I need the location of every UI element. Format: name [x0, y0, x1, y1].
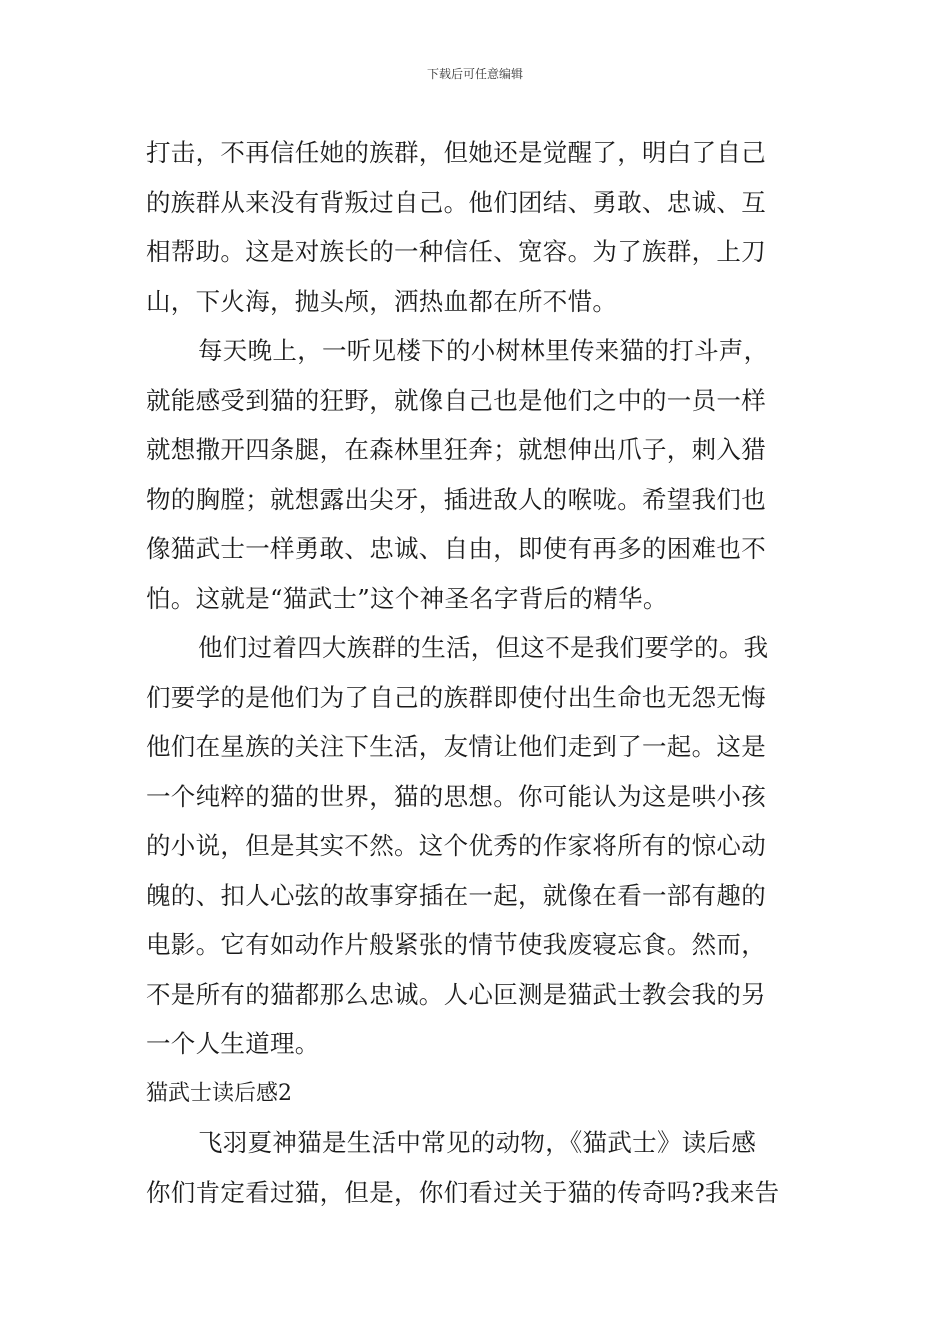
paragraph-start-line: 飞羽夏神猫是生活中常见的动物，《猫武士》读后感: [198, 1128, 757, 1157]
document-body: [146, 128, 810, 1217]
paragraph-start-line: 每天晚上，一听见楼下的小树林里传来猫的打斗声，: [198, 336, 769, 365]
text-line: 打击，不再信任她的族群，但她还是觉醒了，明白了自己: [146, 138, 766, 167]
text-line: 相帮助。这是对族长的一种信任、宽容。为了族群，上刀: [146, 237, 766, 266]
text-line: 的小说，但是其实不然。这个优秀的作家将所有的惊心动: [146, 831, 766, 860]
text-line: 们要学的是他们为了自己的族群即使付出生命也无怨无悔: [146, 682, 766, 712]
text-line: 魄的、扣人心弦的故事穿插在一起，就像在看一部有趣的: [146, 880, 766, 910]
text-line: 物的胸膛；就想露出尖牙，插进敌人的喉咙。希望我们也: [146, 484, 766, 514]
text-line: 一个纯粹的猫的世界，猫的思想。你可能认为这是哄小孩: [146, 781, 766, 811]
text-line: 不是所有的猫都那么忠诚。人心叵测是猫武士教会我的另: [146, 979, 766, 1009]
text-line: 怕。这就是“猫武士”这个神圣名字背后的精华。: [146, 583, 668, 613]
text-line: 就想撒开四条腿，在森林里狂奔；就想伸出爪子，刺入猎: [146, 435, 766, 464]
text-line: 的族群从来没有背叛过自己。他们团结、勇敢、忠诚、互: [146, 187, 766, 217]
text-line: 就能感受到猫的狂野，就像自己也是他们之中的一员一样: [146, 385, 766, 415]
text-line: 山，下火海，抛头颅，洒热血都在所不惜。: [146, 286, 618, 316]
section-title: 猫武士读后感2: [146, 1080, 292, 1106]
text-line: 他们在星族的关注下生活，友情让他们走到了一起。这是: [146, 732, 766, 761]
text-line: 电影。它有如动作片般紧张的情节使我废寝忘食。然而，: [146, 930, 766, 959]
text-line: 你们肯定看过猫，但是，你们看过关于猫的传奇吗?我来告: [146, 1177, 780, 1207]
text-line: 一个人生道理。: [146, 1029, 320, 1058]
page-header-note: 下载后可任意编辑: [426, 67, 523, 81]
paragraph-start-line: 他们过着四大族群的生活，但这不是我们要学的。我: [198, 633, 769, 662]
text-line: 像猫武士一样勇敢、忠诚、自由，即使有再多的困难也不: [146, 534, 766, 563]
